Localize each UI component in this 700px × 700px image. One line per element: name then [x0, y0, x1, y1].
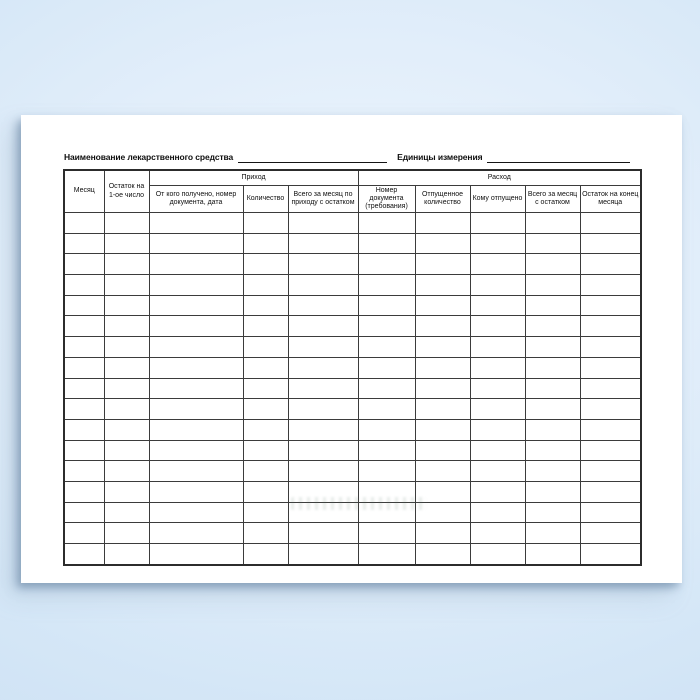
table-row [64, 213, 641, 234]
empty-cell [64, 275, 104, 296]
empty-cell [104, 461, 149, 482]
empty-cell [470, 461, 525, 482]
empty-cell [288, 440, 358, 461]
table-row [64, 481, 641, 502]
empty-cell [104, 337, 149, 358]
empty-cell [470, 254, 525, 275]
empty-cell [525, 399, 580, 420]
col-header-dispensed-quantity: Отпущенное количество [415, 186, 470, 213]
empty-cell [580, 399, 641, 420]
empty-cell [415, 440, 470, 461]
empty-cell [415, 378, 470, 399]
empty-cell [580, 357, 641, 378]
empty-cell [149, 523, 243, 544]
empty-cell [415, 481, 470, 502]
units-blank [487, 151, 630, 163]
empty-cell [358, 316, 415, 337]
empty-cell [64, 357, 104, 378]
empty-cell [358, 502, 415, 523]
empty-cell [580, 233, 641, 254]
empty-cell [64, 254, 104, 275]
empty-cell [243, 440, 288, 461]
empty-cell [415, 275, 470, 296]
ledger-table [63, 169, 642, 566]
empty-cell [149, 295, 243, 316]
empty-cell [525, 295, 580, 316]
empty-cell [358, 481, 415, 502]
table-row [64, 295, 641, 316]
empty-cell [525, 316, 580, 337]
paper-sheet [21, 115, 682, 583]
empty-cell [580, 419, 641, 440]
empty-cell [149, 275, 243, 296]
empty-cell [64, 399, 104, 420]
empty-cell [415, 544, 470, 565]
empty-cell [104, 275, 149, 296]
empty-cell [288, 275, 358, 296]
empty-cell [288, 461, 358, 482]
empty-cell [288, 399, 358, 420]
col-header-month-total-income: Всего за месяц по приходу с остатком [288, 186, 358, 213]
table-row [64, 399, 641, 420]
empty-cell [415, 399, 470, 420]
empty-cell [288, 502, 358, 523]
col-header-received-from: От кого получено, номер документа, дата [149, 186, 243, 213]
empty-cell [149, 337, 243, 358]
empty-cell [149, 419, 243, 440]
empty-cell [415, 233, 470, 254]
empty-cell [288, 378, 358, 399]
col-header-dispensed-to: Кому отпущено [470, 186, 525, 213]
empty-cell [580, 254, 641, 275]
empty-cell [580, 544, 641, 565]
empty-cell [104, 481, 149, 502]
empty-cell [64, 440, 104, 461]
empty-cell [358, 233, 415, 254]
empty-cell [580, 316, 641, 337]
empty-cell [288, 357, 358, 378]
empty-cell [358, 419, 415, 440]
empty-cell [64, 419, 104, 440]
empty-cell [149, 316, 243, 337]
empty-cell [104, 378, 149, 399]
empty-cell [243, 357, 288, 378]
empty-cell [243, 502, 288, 523]
empty-cell [470, 481, 525, 502]
empty-cell [358, 254, 415, 275]
empty-cell [64, 378, 104, 399]
table-row [64, 275, 641, 296]
empty-cell [288, 419, 358, 440]
empty-cell [415, 357, 470, 378]
empty-cell [243, 378, 288, 399]
empty-cell [525, 502, 580, 523]
empty-cell [243, 275, 288, 296]
empty-cell [288, 233, 358, 254]
empty-cell [580, 440, 641, 461]
empty-cell [415, 337, 470, 358]
empty-cell [104, 316, 149, 337]
empty-cell [470, 357, 525, 378]
table-row [64, 254, 641, 275]
table-row [64, 357, 641, 378]
empty-cell [104, 233, 149, 254]
empty-cell [525, 440, 580, 461]
empty-cell [149, 481, 243, 502]
empty-cell [149, 461, 243, 482]
empty-cell [580, 461, 641, 482]
empty-cell [64, 481, 104, 502]
table-body [64, 213, 641, 565]
empty-cell [580, 337, 641, 358]
empty-cell [104, 213, 149, 234]
empty-cell [288, 254, 358, 275]
empty-cell [243, 523, 288, 544]
empty-cell [470, 378, 525, 399]
empty-cell [288, 544, 358, 565]
empty-cell [64, 502, 104, 523]
empty-cell [104, 419, 149, 440]
empty-cell [415, 419, 470, 440]
empty-cell [243, 399, 288, 420]
empty-cell [470, 399, 525, 420]
empty-cell [358, 378, 415, 399]
table-row [64, 419, 641, 440]
col-header-balance-end-month: Остаток на конец месяца [580, 186, 641, 213]
empty-cell [149, 233, 243, 254]
empty-cell [243, 213, 288, 234]
empty-cell [415, 254, 470, 275]
empty-cell [104, 399, 149, 420]
empty-cell [149, 357, 243, 378]
empty-cell [104, 544, 149, 565]
empty-cell [415, 316, 470, 337]
table-row [64, 523, 641, 544]
empty-cell [243, 461, 288, 482]
empty-cell [243, 254, 288, 275]
empty-cell [64, 337, 104, 358]
empty-cell [470, 295, 525, 316]
empty-cell [525, 337, 580, 358]
empty-cell [470, 544, 525, 565]
table-row [64, 316, 641, 337]
empty-cell [525, 378, 580, 399]
table-row [64, 337, 641, 358]
empty-cell [104, 357, 149, 378]
empty-cell [525, 275, 580, 296]
col-header-month: Месяц [64, 170, 104, 213]
empty-cell [243, 295, 288, 316]
empty-cell [243, 481, 288, 502]
empty-cell [149, 502, 243, 523]
table-row [64, 502, 641, 523]
empty-cell [358, 275, 415, 296]
group-header-expense: Расход [358, 170, 641, 186]
empty-cell [580, 481, 641, 502]
units-label: Единицы измерения [397, 152, 483, 162]
empty-cell [358, 440, 415, 461]
col-header-quantity: Количество [243, 186, 288, 213]
empty-cell [288, 213, 358, 234]
empty-cell [470, 316, 525, 337]
empty-cell [64, 461, 104, 482]
group-header-income: Приход [149, 170, 358, 186]
empty-cell [358, 357, 415, 378]
empty-cell [288, 523, 358, 544]
empty-cell [525, 213, 580, 234]
empty-cell [288, 337, 358, 358]
empty-cell [525, 481, 580, 502]
empty-cell [358, 461, 415, 482]
empty-cell [243, 316, 288, 337]
table-row [64, 461, 641, 482]
empty-cell [580, 213, 641, 234]
empty-cell [525, 233, 580, 254]
col-header-document-number: Номер документа (требования) [358, 186, 415, 213]
empty-cell [525, 461, 580, 482]
empty-cell [243, 233, 288, 254]
empty-cell [415, 461, 470, 482]
form-title-line [64, 150, 646, 163]
empty-cell [243, 544, 288, 565]
empty-cell [415, 295, 470, 316]
empty-cell [149, 399, 243, 420]
empty-cell [525, 357, 580, 378]
empty-cell [580, 502, 641, 523]
empty-cell [470, 275, 525, 296]
empty-cell [64, 295, 104, 316]
ledger-table-header [64, 170, 641, 213]
empty-cell [470, 233, 525, 254]
empty-cell [358, 523, 415, 544]
empty-cell [358, 544, 415, 565]
empty-cell [149, 440, 243, 461]
empty-cell [525, 523, 580, 544]
empty-cell [525, 254, 580, 275]
medication-name-blank [238, 151, 387, 163]
medication-name-label: Наименование лекарственного средства [64, 152, 234, 162]
empty-cell [149, 378, 243, 399]
col-header-month-total-expense: Всего за месяц с остатком [525, 186, 580, 213]
empty-cell [104, 440, 149, 461]
empty-cell [64, 213, 104, 234]
empty-cell [580, 523, 641, 544]
empty-cell [470, 440, 525, 461]
empty-cell [64, 316, 104, 337]
empty-cell [104, 295, 149, 316]
empty-cell [288, 481, 358, 502]
empty-cell [149, 544, 243, 565]
empty-cell [149, 213, 243, 234]
empty-cell [104, 523, 149, 544]
empty-cell [470, 213, 525, 234]
empty-cell [525, 419, 580, 440]
table-row [64, 440, 641, 461]
empty-cell [358, 213, 415, 234]
empty-cell [470, 502, 525, 523]
table-row [64, 378, 641, 399]
empty-cell [580, 378, 641, 399]
empty-cell [104, 502, 149, 523]
empty-cell [415, 502, 470, 523]
empty-cell [288, 316, 358, 337]
empty-cell [288, 295, 358, 316]
empty-cell [149, 254, 243, 275]
empty-cell [243, 419, 288, 440]
empty-cell [64, 544, 104, 565]
empty-cell [415, 523, 470, 544]
empty-cell [580, 295, 641, 316]
table-row [64, 544, 641, 565]
empty-cell [415, 213, 470, 234]
empty-cell [64, 233, 104, 254]
empty-cell [358, 295, 415, 316]
empty-cell [470, 523, 525, 544]
col-header-balance-first-day: Остаток на 1-ое число [104, 170, 149, 213]
empty-cell [580, 275, 641, 296]
empty-cell [470, 419, 525, 440]
empty-cell [243, 337, 288, 358]
empty-cell [470, 337, 525, 358]
empty-cell [358, 337, 415, 358]
empty-cell [104, 254, 149, 275]
table-row [64, 233, 641, 254]
empty-cell [525, 544, 580, 565]
empty-cell [64, 523, 104, 544]
empty-cell [358, 399, 415, 420]
